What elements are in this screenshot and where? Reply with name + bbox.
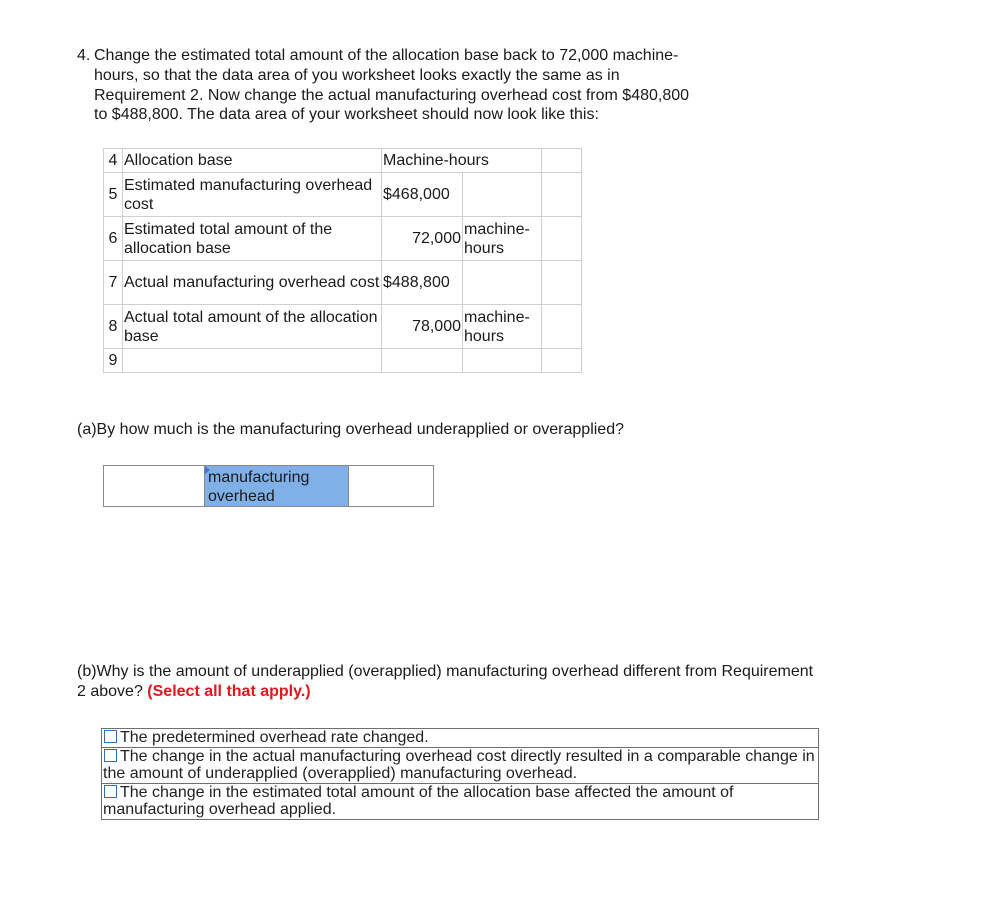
worksheet-row <box>104 217 582 261</box>
row-value: 72,000 <box>382 217 463 261</box>
row-value: $468,000 <box>382 173 463 217</box>
empty-cell <box>542 173 582 217</box>
row-label: Actual manufacturing overhead cost <box>123 261 382 305</box>
row-unit: machine-hours <box>463 217 542 261</box>
row-unit <box>463 261 542 305</box>
row-label: Estimated total amount of the allocation base <box>123 217 382 261</box>
row-value <box>382 349 463 373</box>
dropdown-selected-value: manufacturing overhead <box>208 469 310 505</box>
answer-row-a <box>103 465 434 507</box>
worksheet-row <box>104 305 582 349</box>
overhead-status-dropdown[interactable] <box>205 466 349 506</box>
row-label: Actual total amount of the allocation base <box>123 305 382 349</box>
question-text: Change the estimated total amount of the allocation base back to 72,000 machine-hours, so that the data area of you worksheet looks exactly the same as in Requirement 2. Now change the actual manufacturing overhead cost from $480,800 to $488,800. The data area of your worksheet should now look like this: <box>94 47 690 124</box>
empty-cell <box>542 217 582 261</box>
row-number: 5 <box>104 173 123 217</box>
worksheet-row <box>104 173 582 217</box>
question-b <box>77 662 817 702</box>
checkbox[interactable] <box>104 785 117 798</box>
row-label: Allocation base <box>123 149 382 173</box>
option-label: The change in the actual manufacturing overhead cost directly resulted in a comparable change in the amount of underapplied (overapplied) manufacturing overhead. <box>103 747 815 782</box>
empty-cell <box>542 305 582 349</box>
checkbox[interactable] <box>104 749 117 762</box>
row-unit <box>463 173 542 217</box>
option-label: The change in the estimated total amount of the allocation base affected the amount of manufacturing overhead applied. <box>103 783 734 818</box>
row-number: 9 <box>104 349 123 373</box>
option-item[interactable] <box>102 784 818 819</box>
options-list <box>101 728 819 820</box>
question-4 <box>77 46 697 125</box>
option-item[interactable] <box>102 729 818 748</box>
row-number: 7 <box>104 261 123 305</box>
row-number: 4 <box>104 149 123 173</box>
empty-cell <box>542 261 582 305</box>
empty-cell <box>542 149 582 173</box>
row-value: Machine-hours <box>382 149 542 173</box>
row-value: $488,800 <box>382 261 463 305</box>
worksheet-row <box>104 149 582 173</box>
question-a-text: (a)By how much is the manufacturing overhead underapplied or overapplied? <box>77 421 624 438</box>
row-number: 6 <box>104 217 123 261</box>
checkbox[interactable] <box>104 730 117 743</box>
row-number: 8 <box>104 305 123 349</box>
dropdown-marker-icon <box>205 466 210 474</box>
option-label: The predetermined overhead rate changed. <box>120 729 429 746</box>
worksheet-row <box>104 349 582 373</box>
row-unit <box>463 349 542 373</box>
row-value: 78,000 <box>382 305 463 349</box>
question-b-text: (b)Why is the amount of underapplied (overapplied) manufacturing overhead different from Requirement 2 above? <box>77 663 814 700</box>
empty-cell <box>542 349 582 373</box>
worksheet-row <box>104 261 582 305</box>
row-unit: machine-hours <box>463 305 542 349</box>
select-all-note: (Select all that apply.) <box>147 683 311 700</box>
row-label <box>123 349 382 373</box>
amount-input[interactable] <box>104 466 205 506</box>
answer-extra-cell[interactable] <box>349 466 433 506</box>
option-item[interactable] <box>102 748 818 784</box>
worksheet-data-table <box>103 148 582 373</box>
question-number: 4. <box>77 47 91 64</box>
row-label: Estimated manufacturing overhead cost <box>123 173 382 217</box>
